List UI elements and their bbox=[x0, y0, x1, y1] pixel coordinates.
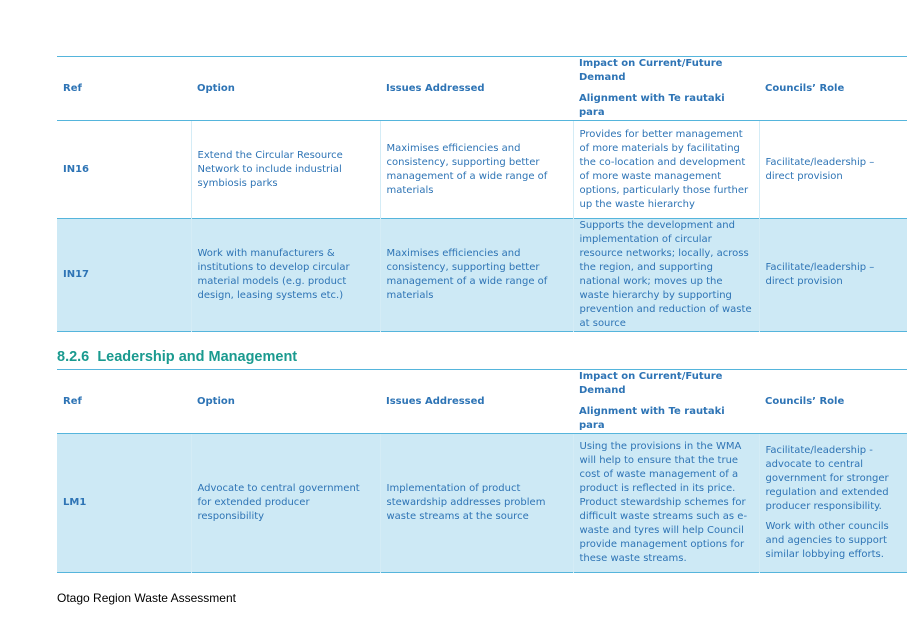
role-header: Councils’ Role bbox=[759, 370, 907, 434]
impact-header bbox=[573, 370, 759, 434]
impact-header-line-2: Alignment with Te rautaki para bbox=[579, 93, 725, 118]
ref-cell: IN17 bbox=[57, 219, 191, 332]
impact-cell: Provides for better management of more materials by facilitating the co-location and development of more waste management options, particularly those further up the waste hierarchy bbox=[573, 121, 759, 219]
innovation-options-table bbox=[57, 56, 907, 332]
role-header: Councils’ Role bbox=[759, 57, 907, 121]
issues-header: Issues Addressed bbox=[380, 57, 573, 121]
ref-cell: LM1 bbox=[57, 434, 191, 573]
option-cell: Work with manufacturers & institutions to develop circular material models (e.g. product design, leasing systems etc.) bbox=[191, 219, 380, 332]
option-cell: Extend the Circular Resource Network to include industrial symbiosis parks bbox=[191, 121, 380, 219]
table-row bbox=[57, 219, 907, 332]
role-cell: Facilitate/leadership – direct provision bbox=[759, 219, 907, 332]
role-paragraph: Work with other councils and agencies to support similar lobbying efforts. bbox=[765, 521, 889, 560]
table-header-row bbox=[57, 370, 907, 434]
impact-cell: Supports the development and implementation of circular resource networks; locally, across the region, and supporting national work; moves up the waste hierarchy by supporting prevention and reduction of waste at source bbox=[573, 219, 759, 332]
section-number: 8.2.6 bbox=[57, 349, 90, 365]
issues-header: Issues Addressed bbox=[380, 370, 573, 434]
role-cell: Facilitate/leadership – direct provision bbox=[759, 121, 907, 219]
impact-cell: Using the provisions in the WMA will help to ensure that the true cost of waste management of a product is reflected in its price. Product stewardship schemes for difficult waste streams such as e-waste and tyres will help Council provide management options for these waste streams. bbox=[573, 434, 759, 573]
table-row bbox=[57, 434, 907, 573]
impact-header-line-1: Impact on Current/Future Demand bbox=[579, 58, 723, 83]
option-header: Option bbox=[191, 57, 380, 121]
ref-cell: IN16 bbox=[63, 163, 90, 175]
section-title: Leadership and Management bbox=[97, 349, 298, 365]
impact-header-line-2: Alignment with Te rautaki para bbox=[579, 406, 725, 431]
table-header-row bbox=[57, 57, 907, 121]
document-footer: Otago Region Waste Assessment bbox=[57, 591, 236, 605]
issues-cell: Implementation of product stewardship addresses problem waste streams at the source bbox=[380, 434, 573, 573]
impact-header-line-1: Impact on Current/Future Demand bbox=[579, 371, 723, 396]
role-paragraph: Facilitate/leadership - advocate to central government for stronger regulation and extended producer responsibility. bbox=[765, 445, 889, 512]
option-cell: Advocate to central government for extended producer responsibility bbox=[191, 434, 380, 573]
table-row bbox=[57, 121, 907, 219]
option-header: Option bbox=[191, 370, 380, 434]
issues-cell: Maximises efficiencies and consistency, supporting better management of a wide range of materials bbox=[380, 219, 573, 332]
role-cell bbox=[759, 434, 907, 573]
leadership-options-table bbox=[57, 369, 907, 573]
ref-header: Ref bbox=[57, 57, 191, 121]
issues-cell: Maximises efficiencies and consistency, supporting better management of a wide range of materials bbox=[380, 121, 573, 219]
impact-header bbox=[573, 57, 759, 121]
section-heading bbox=[57, 349, 297, 365]
ref-header: Ref bbox=[57, 370, 191, 434]
